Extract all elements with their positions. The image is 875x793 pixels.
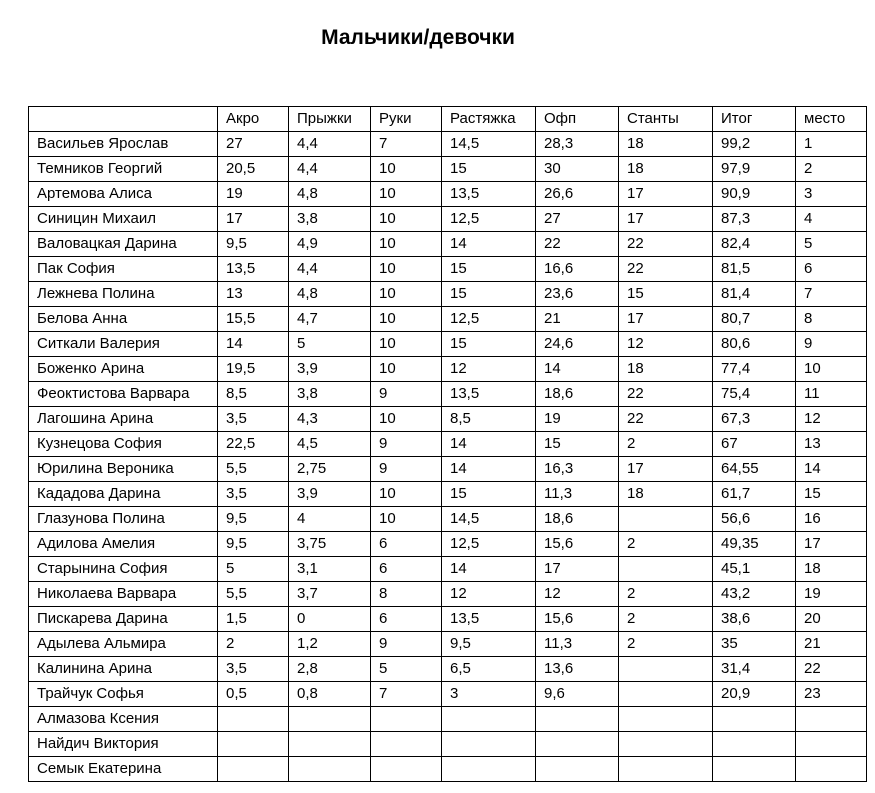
cell-stretch: 15 [442, 332, 536, 357]
cell-ofp: 19 [536, 407, 619, 432]
cell-stunts [619, 757, 713, 782]
column-header-total: Итог [713, 107, 796, 132]
cell-place: 21 [796, 632, 867, 657]
cell-hands: 10 [371, 207, 442, 232]
cell-akro: 3,5 [218, 407, 289, 432]
table-header [29, 107, 867, 132]
cell-jumps: 3,8 [289, 382, 371, 407]
cell-stretch: 9,5 [442, 632, 536, 657]
cell-jumps: 4,3 [289, 407, 371, 432]
cell-stunts: 18 [619, 132, 713, 157]
cell-ofp: 21 [536, 307, 619, 332]
cell-total: 80,6 [713, 332, 796, 357]
cell-stretch: 12 [442, 357, 536, 382]
cell-akro: 2 [218, 632, 289, 657]
cell-akro: 3,5 [218, 657, 289, 682]
cell-akro [218, 707, 289, 732]
cell-total: 90,9 [713, 182, 796, 207]
cell-place: 6 [796, 257, 867, 282]
cell-stretch: 15 [442, 282, 536, 307]
cell-name: Найдич Виктория [29, 732, 218, 757]
cell-stunts: 22 [619, 232, 713, 257]
table-body [29, 132, 867, 782]
cell-stretch: 12,5 [442, 532, 536, 557]
cell-ofp: 18,6 [536, 507, 619, 532]
cell-place [796, 707, 867, 732]
column-header-akro: Акро [218, 107, 289, 132]
cell-name: Адилова Амелия [29, 532, 218, 557]
cell-ofp: 26,6 [536, 182, 619, 207]
cell-akro: 3,5 [218, 482, 289, 507]
cell-name: Глазунова Полина [29, 507, 218, 532]
cell-hands: 10 [371, 357, 442, 382]
cell-place: 17 [796, 532, 867, 557]
column-header-jumps: Прыжки [289, 107, 371, 132]
cell-ofp: 18,6 [536, 382, 619, 407]
cell-akro: 20,5 [218, 157, 289, 182]
table-row [29, 532, 867, 557]
cell-stretch: 14 [442, 232, 536, 257]
cell-hands: 9 [371, 382, 442, 407]
cell-total [713, 707, 796, 732]
cell-total: 77,4 [713, 357, 796, 382]
cell-ofp [536, 757, 619, 782]
cell-stretch: 13,5 [442, 382, 536, 407]
cell-jumps: 3,9 [289, 357, 371, 382]
cell-akro: 8,5 [218, 382, 289, 407]
cell-jumps [289, 757, 371, 782]
table-row [29, 257, 867, 282]
cell-place: 1 [796, 132, 867, 157]
cell-hands: 10 [371, 257, 442, 282]
cell-hands: 9 [371, 632, 442, 657]
cell-place [796, 757, 867, 782]
cell-name: Феоктистова Варвара [29, 382, 218, 407]
cell-jumps: 3,75 [289, 532, 371, 557]
cell-ofp: 11,3 [536, 632, 619, 657]
cell-stunts: 15 [619, 282, 713, 307]
cell-total: 97,9 [713, 157, 796, 182]
table-row [29, 407, 867, 432]
cell-jumps: 4,8 [289, 282, 371, 307]
cell-total: 87,3 [713, 207, 796, 232]
cell-akro: 17 [218, 207, 289, 232]
cell-stretch: 13,5 [442, 182, 536, 207]
cell-name: Кузнецова София [29, 432, 218, 457]
cell-total: 35 [713, 632, 796, 657]
cell-ofp: 13,6 [536, 657, 619, 682]
cell-total: 81,4 [713, 282, 796, 307]
cell-ofp [536, 707, 619, 732]
cell-hands: 6 [371, 557, 442, 582]
cell-akro: 27 [218, 132, 289, 157]
table-row [29, 282, 867, 307]
cell-stunts [619, 657, 713, 682]
cell-place: 11 [796, 382, 867, 407]
cell-place: 5 [796, 232, 867, 257]
cell-name: Пискарева Дарина [29, 607, 218, 632]
table-row [29, 682, 867, 707]
cell-stretch: 13,5 [442, 607, 536, 632]
cell-akro: 5,5 [218, 582, 289, 607]
cell-name: Темников Георгий [29, 157, 218, 182]
cell-ofp: 9,6 [536, 682, 619, 707]
table-row [29, 482, 867, 507]
cell-total: 75,4 [713, 382, 796, 407]
cell-place: 14 [796, 457, 867, 482]
cell-stunts [619, 507, 713, 532]
cell-akro: 19 [218, 182, 289, 207]
table-row [29, 182, 867, 207]
cell-stretch: 12,5 [442, 307, 536, 332]
cell-ofp: 11,3 [536, 482, 619, 507]
cell-hands [371, 707, 442, 732]
cell-hands: 6 [371, 532, 442, 557]
cell-stretch [442, 757, 536, 782]
cell-stunts: 12 [619, 332, 713, 357]
cell-stunts: 17 [619, 182, 713, 207]
cell-name: Семык Екатерина [29, 757, 218, 782]
cell-hands: 10 [371, 332, 442, 357]
cell-hands: 10 [371, 482, 442, 507]
table-row [29, 582, 867, 607]
cell-stretch: 14,5 [442, 132, 536, 157]
cell-akro: 15,5 [218, 307, 289, 332]
cell-akro: 5 [218, 557, 289, 582]
cell-place: 7 [796, 282, 867, 307]
cell-place: 13 [796, 432, 867, 457]
cell-hands: 7 [371, 682, 442, 707]
cell-name: Пак София [29, 257, 218, 282]
cell-name: Адылева Альмира [29, 632, 218, 657]
cell-stunts: 22 [619, 382, 713, 407]
cell-name: Лагошина Арина [29, 407, 218, 432]
cell-hands: 10 [371, 307, 442, 332]
cell-stretch: 14 [442, 432, 536, 457]
cell-akro: 9,5 [218, 507, 289, 532]
cell-stretch: 8,5 [442, 407, 536, 432]
cell-stunts: 2 [619, 432, 713, 457]
cell-jumps: 1,2 [289, 632, 371, 657]
cell-jumps: 0,8 [289, 682, 371, 707]
cell-total: 61,7 [713, 482, 796, 507]
cell-stretch: 12 [442, 582, 536, 607]
cell-place: 9 [796, 332, 867, 357]
cell-stunts: 2 [619, 582, 713, 607]
cell-stunts: 18 [619, 357, 713, 382]
cell-akro [218, 757, 289, 782]
cell-ofp: 22 [536, 232, 619, 257]
cell-hands: 10 [371, 157, 442, 182]
column-header-place: место [796, 107, 867, 132]
cell-akro: 0,5 [218, 682, 289, 707]
cell-stunts: 17 [619, 207, 713, 232]
cell-akro: 14 [218, 332, 289, 357]
cell-total: 99,2 [713, 132, 796, 157]
cell-jumps: 3,7 [289, 582, 371, 607]
cell-total: 49,35 [713, 532, 796, 557]
cell-ofp: 28,3 [536, 132, 619, 157]
cell-place: 12 [796, 407, 867, 432]
cell-stunts [619, 707, 713, 732]
results-table [28, 106, 867, 782]
cell-ofp: 12 [536, 582, 619, 607]
cell-place: 22 [796, 657, 867, 682]
cell-name: Синицин Михаил [29, 207, 218, 232]
cell-jumps: 5 [289, 332, 371, 357]
cell-hands: 10 [371, 232, 442, 257]
cell-name: Алмазова Ксения [29, 707, 218, 732]
table-row [29, 507, 867, 532]
cell-hands: 9 [371, 457, 442, 482]
cell-stretch: 12,5 [442, 207, 536, 232]
cell-jumps: 4,4 [289, 157, 371, 182]
header-row [29, 107, 867, 132]
cell-name: Васильев Ярослав [29, 132, 218, 157]
table-row [29, 332, 867, 357]
column-header-name [29, 107, 218, 132]
column-header-ofp: Офп [536, 107, 619, 132]
cell-ofp: 30 [536, 157, 619, 182]
cell-akro: 9,5 [218, 532, 289, 557]
cell-ofp: 24,6 [536, 332, 619, 357]
cell-hands: 6 [371, 607, 442, 632]
cell-place: 20 [796, 607, 867, 632]
cell-jumps: 2,8 [289, 657, 371, 682]
table-row [29, 707, 867, 732]
cell-name: Артемова Алиса [29, 182, 218, 207]
cell-stretch: 6,5 [442, 657, 536, 682]
cell-place: 3 [796, 182, 867, 207]
cell-ofp: 17 [536, 557, 619, 582]
cell-stunts: 22 [619, 257, 713, 282]
cell-stretch [442, 707, 536, 732]
cell-akro: 13 [218, 282, 289, 307]
cell-jumps [289, 707, 371, 732]
cell-ofp [536, 732, 619, 757]
cell-jumps: 4,4 [289, 257, 371, 282]
cell-stretch: 14 [442, 457, 536, 482]
cell-stunts: 17 [619, 457, 713, 482]
cell-total: 43,2 [713, 582, 796, 607]
page-title: Мальчики/девочки [321, 26, 515, 49]
cell-place: 19 [796, 582, 867, 607]
cell-place: 23 [796, 682, 867, 707]
cell-name: Калинина Арина [29, 657, 218, 682]
cell-hands: 10 [371, 507, 442, 532]
cell-akro: 1,5 [218, 607, 289, 632]
cell-akro: 22,5 [218, 432, 289, 457]
cell-ofp: 14 [536, 357, 619, 382]
cell-stunts: 2 [619, 532, 713, 557]
cell-hands: 10 [371, 282, 442, 307]
cell-stunts: 18 [619, 482, 713, 507]
cell-hands: 5 [371, 657, 442, 682]
cell-stunts: 2 [619, 632, 713, 657]
table-row [29, 732, 867, 757]
cell-name: Белова Анна [29, 307, 218, 332]
cell-name: Николаева Варвара [29, 582, 218, 607]
table-row [29, 382, 867, 407]
cell-place: 2 [796, 157, 867, 182]
cell-stretch [442, 732, 536, 757]
cell-jumps: 3,1 [289, 557, 371, 582]
cell-total [713, 732, 796, 757]
column-header-stunts: Станты [619, 107, 713, 132]
table-row [29, 632, 867, 657]
cell-stretch: 15 [442, 257, 536, 282]
cell-jumps: 3,8 [289, 207, 371, 232]
cell-jumps [289, 732, 371, 757]
cell-total: 67 [713, 432, 796, 457]
cell-stunts: 22 [619, 407, 713, 432]
cell-total: 45,1 [713, 557, 796, 582]
cell-hands [371, 732, 442, 757]
cell-ofp: 15,6 [536, 607, 619, 632]
cell-hands: 10 [371, 407, 442, 432]
cell-total: 56,6 [713, 507, 796, 532]
cell-ofp: 23,6 [536, 282, 619, 307]
cell-place: 16 [796, 507, 867, 532]
cell-jumps: 4 [289, 507, 371, 532]
cell-place [796, 732, 867, 757]
cell-jumps: 4,5 [289, 432, 371, 457]
cell-stunts [619, 732, 713, 757]
cell-akro: 13,5 [218, 257, 289, 282]
table-row [29, 457, 867, 482]
table-row [29, 607, 867, 632]
cell-jumps: 4,7 [289, 307, 371, 332]
cell-place: 4 [796, 207, 867, 232]
cell-total: 64,55 [713, 457, 796, 482]
cell-ofp: 16,3 [536, 457, 619, 482]
cell-akro: 19,5 [218, 357, 289, 382]
cell-ofp: 27 [536, 207, 619, 232]
cell-ofp: 15,6 [536, 532, 619, 557]
cell-total: 67,3 [713, 407, 796, 432]
cell-name: Юрилина Вероника [29, 457, 218, 482]
cell-hands [371, 757, 442, 782]
cell-jumps: 2,75 [289, 457, 371, 482]
cell-name: Трайчук Софья [29, 682, 218, 707]
cell-name: Лежнева Полина [29, 282, 218, 307]
cell-akro: 9,5 [218, 232, 289, 257]
cell-name: Ситкали Валерия [29, 332, 218, 357]
cell-hands: 10 [371, 182, 442, 207]
cell-jumps: 4,4 [289, 132, 371, 157]
cell-stunts: 18 [619, 157, 713, 182]
cell-stunts [619, 557, 713, 582]
cell-akro: 5,5 [218, 457, 289, 482]
cell-name: Старынина София [29, 557, 218, 582]
cell-total: 80,7 [713, 307, 796, 332]
cell-total: 38,6 [713, 607, 796, 632]
cell-place: 8 [796, 307, 867, 332]
cell-stunts: 17 [619, 307, 713, 332]
table-row [29, 432, 867, 457]
cell-place: 10 [796, 357, 867, 382]
cell-stretch: 15 [442, 157, 536, 182]
cell-jumps: 3,9 [289, 482, 371, 507]
cell-stretch: 14,5 [442, 507, 536, 532]
table-row [29, 307, 867, 332]
cell-total: 81,5 [713, 257, 796, 282]
cell-hands: 8 [371, 582, 442, 607]
table-row [29, 207, 867, 232]
cell-name: Кададова Дарина [29, 482, 218, 507]
column-header-stretch: Растяжка [442, 107, 536, 132]
table-row [29, 557, 867, 582]
cell-total: 20,9 [713, 682, 796, 707]
cell-place: 15 [796, 482, 867, 507]
cell-hands: 7 [371, 132, 442, 157]
cell-name: Валовацкая Дарина [29, 232, 218, 257]
table-row [29, 232, 867, 257]
cell-stunts [619, 682, 713, 707]
cell-ofp: 16,6 [536, 257, 619, 282]
cell-hands: 9 [371, 432, 442, 457]
cell-akro [218, 732, 289, 757]
cell-stretch: 15 [442, 482, 536, 507]
cell-total: 31,4 [713, 657, 796, 682]
cell-stretch: 14 [442, 557, 536, 582]
cell-jumps: 0 [289, 607, 371, 632]
cell-place: 18 [796, 557, 867, 582]
cell-jumps: 4,8 [289, 182, 371, 207]
table-row [29, 757, 867, 782]
column-header-hands: Руки [371, 107, 442, 132]
table-row [29, 657, 867, 682]
table-row [29, 132, 867, 157]
cell-total [713, 757, 796, 782]
cell-ofp: 15 [536, 432, 619, 457]
cell-stretch: 3 [442, 682, 536, 707]
cell-stunts: 2 [619, 607, 713, 632]
cell-jumps: 4,9 [289, 232, 371, 257]
cell-name: Боженко Арина [29, 357, 218, 382]
table-row [29, 357, 867, 382]
table-row [29, 157, 867, 182]
cell-total: 82,4 [713, 232, 796, 257]
